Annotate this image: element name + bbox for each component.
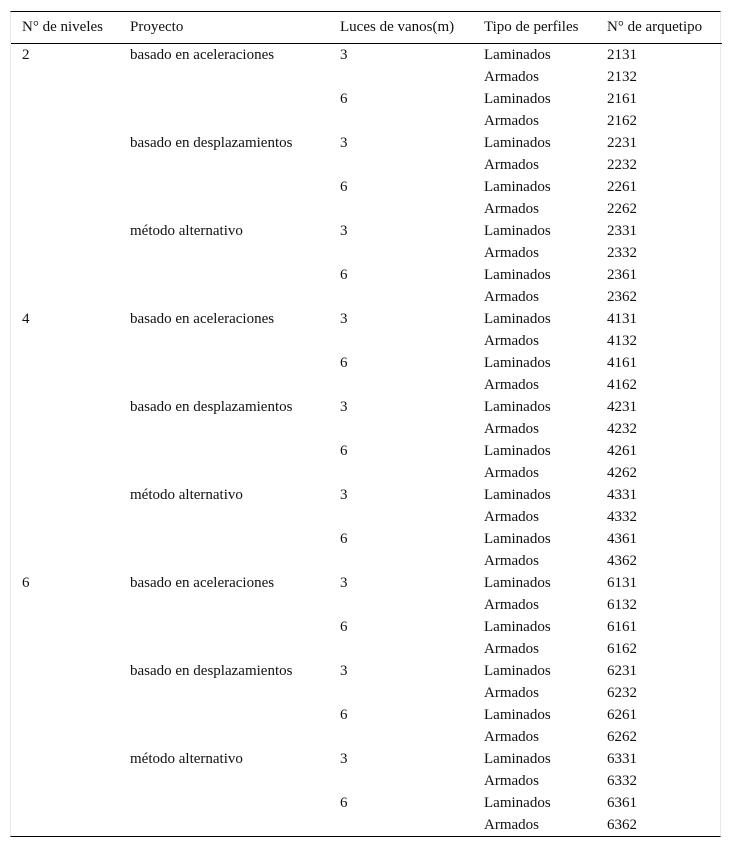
cell-luces-vanos (329, 594, 473, 616)
cell-proyecto (119, 638, 329, 660)
cell-luces-vanos (329, 506, 473, 528)
cell-num-arquetipo: 2261 (607, 179, 637, 195)
cell-luces-vanos: 6 (340, 355, 348, 371)
cell-num-arquetipo: 4262 (607, 465, 637, 481)
cell-num-arquetipo: 4132 (607, 333, 637, 349)
cell-num-arquetipo: 2162 (607, 113, 637, 129)
cell-luces-vanos: 3 (340, 47, 348, 63)
cell-proyecto: método alternativo (130, 751, 243, 767)
table-row (11, 286, 722, 308)
cell-proyecto (119, 440, 329, 462)
table-body (11, 44, 722, 837)
cell-num-arquetipo: 6131 (607, 575, 637, 591)
table-row (11, 110, 722, 132)
cell-tipo-perfiles: Laminados (484, 223, 551, 239)
cell-proyecto (119, 792, 329, 814)
cell-proyecto (119, 726, 329, 748)
table-row (11, 154, 722, 176)
cell-tipo-perfiles: Laminados (484, 179, 551, 195)
cell-tipo-perfiles: Laminados (484, 47, 551, 63)
table-row (11, 132, 722, 154)
table-row (11, 616, 722, 638)
cell-num-arquetipo: 4361 (607, 531, 637, 547)
cell-proyecto (119, 616, 329, 638)
cell-proyecto (119, 286, 329, 308)
cell-tipo-perfiles: Armados (484, 289, 539, 305)
table-row (11, 264, 722, 286)
cell-num-niveles (11, 748, 119, 770)
cell-num-niveles (11, 286, 119, 308)
cell-tipo-perfiles: Laminados (484, 751, 551, 767)
cell-luces-vanos (329, 638, 473, 660)
header-tipo-perfiles: Tipo de perfiles (473, 12, 596, 44)
cell-tipo-perfiles: Armados (484, 641, 539, 657)
table-row (11, 352, 722, 374)
cell-luces-vanos (329, 726, 473, 748)
cell-tipo-perfiles: Armados (484, 333, 539, 349)
cell-tipo-perfiles: Armados (484, 421, 539, 437)
cell-tipo-perfiles: Armados (484, 245, 539, 261)
table-row (11, 66, 722, 88)
cell-tipo-perfiles: Laminados (484, 795, 551, 811)
cell-proyecto (119, 242, 329, 264)
cell-proyecto (119, 550, 329, 572)
cell-luces-vanos: 3 (340, 311, 348, 327)
table-row (11, 814, 722, 836)
cell-tipo-perfiles: Laminados (484, 267, 551, 283)
cell-luces-vanos: 3 (340, 487, 348, 503)
cell-num-niveles (11, 814, 119, 836)
cell-tipo-perfiles: Laminados (484, 355, 551, 371)
table-row (11, 506, 722, 528)
cell-proyecto (119, 330, 329, 352)
cell-num-arquetipo: 6261 (607, 707, 637, 723)
cell-num-niveles (11, 770, 119, 792)
cell-tipo-perfiles: Armados (484, 773, 539, 789)
cell-luces-vanos: 3 (340, 399, 348, 415)
cell-num-arquetipo: 2132 (607, 69, 637, 85)
cell-num-arquetipo: 4161 (607, 355, 637, 371)
table-row (11, 176, 722, 198)
cell-proyecto: basado en aceleraciones (130, 311, 275, 327)
cell-proyecto (119, 462, 329, 484)
cell-num-arquetipo: 6361 (607, 795, 637, 811)
archetype-table-container (10, 11, 721, 837)
cell-num-niveles (11, 88, 119, 110)
cell-num-niveles: 2 (22, 47, 30, 63)
cell-num-arquetipo: 6262 (607, 729, 637, 745)
table-row (11, 726, 722, 748)
cell-num-arquetipo: 2161 (607, 91, 637, 107)
cell-luces-vanos (329, 110, 473, 132)
table-row (11, 792, 722, 814)
cell-tipo-perfiles: Armados (484, 113, 539, 129)
archetype-table (11, 12, 722, 836)
header-proyecto: Proyecto (119, 12, 329, 44)
cell-proyecto (119, 418, 329, 440)
cell-num-niveles (11, 594, 119, 616)
cell-luces-vanos: 6 (340, 443, 348, 459)
cell-proyecto (119, 528, 329, 550)
cell-luces-vanos: 6 (340, 267, 348, 283)
cell-luces-vanos (329, 154, 473, 176)
cell-num-arquetipo: 2262 (607, 201, 637, 217)
cell-num-niveles (11, 352, 119, 374)
table-row (11, 396, 722, 418)
cell-tipo-perfiles: Armados (484, 817, 539, 833)
cell-tipo-perfiles: Laminados (484, 311, 551, 327)
cell-num-niveles (11, 154, 119, 176)
cell-proyecto (119, 264, 329, 286)
cell-luces-vanos: 3 (340, 575, 348, 591)
cell-proyecto (119, 506, 329, 528)
cell-luces-vanos (329, 242, 473, 264)
cell-luces-vanos (329, 462, 473, 484)
cell-num-niveles (11, 616, 119, 638)
cell-luces-vanos: 6 (340, 619, 348, 635)
cell-proyecto: basado en aceleraciones (130, 575, 275, 591)
cell-luces-vanos: 3 (340, 751, 348, 767)
cell-proyecto (119, 770, 329, 792)
cell-proyecto (119, 682, 329, 704)
table-row (11, 550, 722, 572)
cell-num-niveles (11, 264, 119, 286)
cell-luces-vanos: 6 (340, 179, 348, 195)
table-row (11, 198, 722, 220)
cell-proyecto (119, 198, 329, 220)
cell-luces-vanos (329, 330, 473, 352)
cell-luces-vanos: 3 (340, 663, 348, 679)
cell-tipo-perfiles: Armados (484, 509, 539, 525)
cell-luces-vanos (329, 66, 473, 88)
cell-proyecto: basado en aceleraciones (130, 47, 275, 63)
header-row (11, 12, 722, 44)
cell-tipo-perfiles: Laminados (484, 91, 551, 107)
cell-proyecto (119, 814, 329, 836)
cell-num-niveles (11, 220, 119, 242)
cell-num-arquetipo: 4162 (607, 377, 637, 393)
table-row (11, 638, 722, 660)
cell-tipo-perfiles: Armados (484, 465, 539, 481)
table-row (11, 462, 722, 484)
cell-luces-vanos: 6 (340, 531, 348, 547)
cell-num-niveles (11, 440, 119, 462)
table-row (11, 770, 722, 792)
cell-luces-vanos (329, 770, 473, 792)
cell-tipo-perfiles: Armados (484, 685, 539, 701)
cell-luces-vanos (329, 682, 473, 704)
table-row (11, 308, 722, 330)
cell-num-arquetipo: 6161 (607, 619, 637, 635)
table-row (11, 682, 722, 704)
cell-num-niveles (11, 110, 119, 132)
cell-num-niveles (11, 484, 119, 506)
cell-tipo-perfiles: Laminados (484, 575, 551, 591)
cell-luces-vanos (329, 374, 473, 396)
cell-num-arquetipo: 2331 (607, 223, 637, 239)
table-row (11, 748, 722, 770)
cell-proyecto (119, 704, 329, 726)
cell-luces-vanos: 6 (340, 91, 348, 107)
cell-proyecto (119, 374, 329, 396)
cell-luces-vanos (329, 418, 473, 440)
cell-luces-vanos (329, 550, 473, 572)
cell-num-arquetipo: 4231 (607, 399, 637, 415)
cell-num-arquetipo: 6362 (607, 817, 637, 833)
cell-num-arquetipo: 4232 (607, 421, 637, 437)
cell-num-arquetipo: 2332 (607, 245, 637, 261)
cell-luces-vanos: 3 (340, 135, 348, 151)
cell-num-arquetipo: 2231 (607, 135, 637, 151)
cell-num-arquetipo: 6162 (607, 641, 637, 657)
table-row (11, 440, 722, 462)
cell-tipo-perfiles: Laminados (484, 531, 551, 547)
cell-num-niveles (11, 330, 119, 352)
cell-tipo-perfiles: Laminados (484, 399, 551, 415)
cell-proyecto: método alternativo (130, 223, 243, 239)
cell-num-niveles (11, 66, 119, 88)
table-row (11, 704, 722, 726)
cell-proyecto: basado en desplazamientos (130, 135, 293, 151)
cell-tipo-perfiles: Armados (484, 157, 539, 173)
cell-proyecto: basado en desplazamientos (130, 663, 293, 679)
table-row (11, 220, 722, 242)
cell-num-arquetipo: 4362 (607, 553, 637, 569)
header-num-niveles: N° de niveles (11, 12, 119, 44)
header-luces-vanos: Luces de vanos(m) (329, 12, 473, 44)
cell-tipo-perfiles: Armados (484, 69, 539, 85)
cell-num-niveles (11, 704, 119, 726)
cell-luces-vanos: 6 (340, 707, 348, 723)
table-row (11, 484, 722, 506)
cell-num-arquetipo: 2362 (607, 289, 637, 305)
cell-num-niveles (11, 396, 119, 418)
cell-num-niveles (11, 198, 119, 220)
cell-num-arquetipo: 4332 (607, 509, 637, 525)
cell-luces-vanos (329, 198, 473, 220)
cell-proyecto: método alternativo (130, 487, 243, 503)
cell-num-niveles (11, 792, 119, 814)
cell-num-arquetipo: 4331 (607, 487, 637, 503)
cell-tipo-perfiles: Armados (484, 729, 539, 745)
cell-num-arquetipo: 2232 (607, 157, 637, 173)
cell-num-niveles (11, 242, 119, 264)
cell-luces-vanos: 6 (340, 795, 348, 811)
cell-tipo-perfiles: Laminados (484, 707, 551, 723)
cell-proyecto (119, 594, 329, 616)
cell-luces-vanos (329, 286, 473, 308)
cell-num-niveles (11, 132, 119, 154)
cell-num-niveles (11, 726, 119, 748)
cell-tipo-perfiles: Armados (484, 201, 539, 217)
cell-tipo-perfiles: Armados (484, 377, 539, 393)
table-row (11, 330, 722, 352)
cell-num-niveles (11, 682, 119, 704)
cell-num-arquetipo: 6332 (607, 773, 637, 789)
cell-proyecto (119, 110, 329, 132)
cell-proyecto (119, 66, 329, 88)
cell-tipo-perfiles: Laminados (484, 443, 551, 459)
cell-num-arquetipo: 6231 (607, 663, 637, 679)
table-row (11, 594, 722, 616)
table-row (11, 572, 722, 594)
cell-proyecto (119, 154, 329, 176)
cell-proyecto (119, 88, 329, 110)
table-row (11, 660, 722, 682)
cell-num-niveles: 6 (22, 575, 30, 591)
table-row (11, 418, 722, 440)
cell-num-niveles (11, 462, 119, 484)
cell-tipo-perfiles: Armados (484, 597, 539, 613)
cell-tipo-perfiles: Laminados (484, 487, 551, 503)
table-row (11, 44, 722, 67)
cell-luces-vanos (329, 814, 473, 836)
cell-luces-vanos: 3 (340, 223, 348, 239)
cell-tipo-perfiles: Laminados (484, 619, 551, 635)
cell-num-niveles (11, 528, 119, 550)
cell-num-arquetipo: 2131 (607, 47, 637, 63)
table-row (11, 528, 722, 550)
cell-num-arquetipo: 6331 (607, 751, 637, 767)
cell-num-arquetipo: 4131 (607, 311, 637, 327)
cell-tipo-perfiles: Armados (484, 553, 539, 569)
cell-tipo-perfiles: Laminados (484, 135, 551, 151)
table-row (11, 374, 722, 396)
cell-num-niveles (11, 550, 119, 572)
cell-num-niveles (11, 660, 119, 682)
table-row (11, 88, 722, 110)
cell-num-niveles (11, 374, 119, 396)
cell-tipo-perfiles: Laminados (484, 663, 551, 679)
cell-num-niveles (11, 506, 119, 528)
cell-num-niveles: 4 (22, 311, 30, 327)
header-num-arquetipo: N° de arquetipo (596, 12, 722, 44)
cell-num-niveles (11, 638, 119, 660)
cell-num-arquetipo: 4261 (607, 443, 637, 459)
table-header (11, 12, 722, 44)
cell-proyecto (119, 176, 329, 198)
cell-num-niveles (11, 176, 119, 198)
cell-proyecto (119, 352, 329, 374)
cell-num-arquetipo: 6232 (607, 685, 637, 701)
cell-num-niveles (11, 418, 119, 440)
cell-num-arquetipo: 6132 (607, 597, 637, 613)
table-row (11, 242, 722, 264)
cell-proyecto: basado en desplazamientos (130, 399, 293, 415)
cell-num-arquetipo: 2361 (607, 267, 637, 283)
